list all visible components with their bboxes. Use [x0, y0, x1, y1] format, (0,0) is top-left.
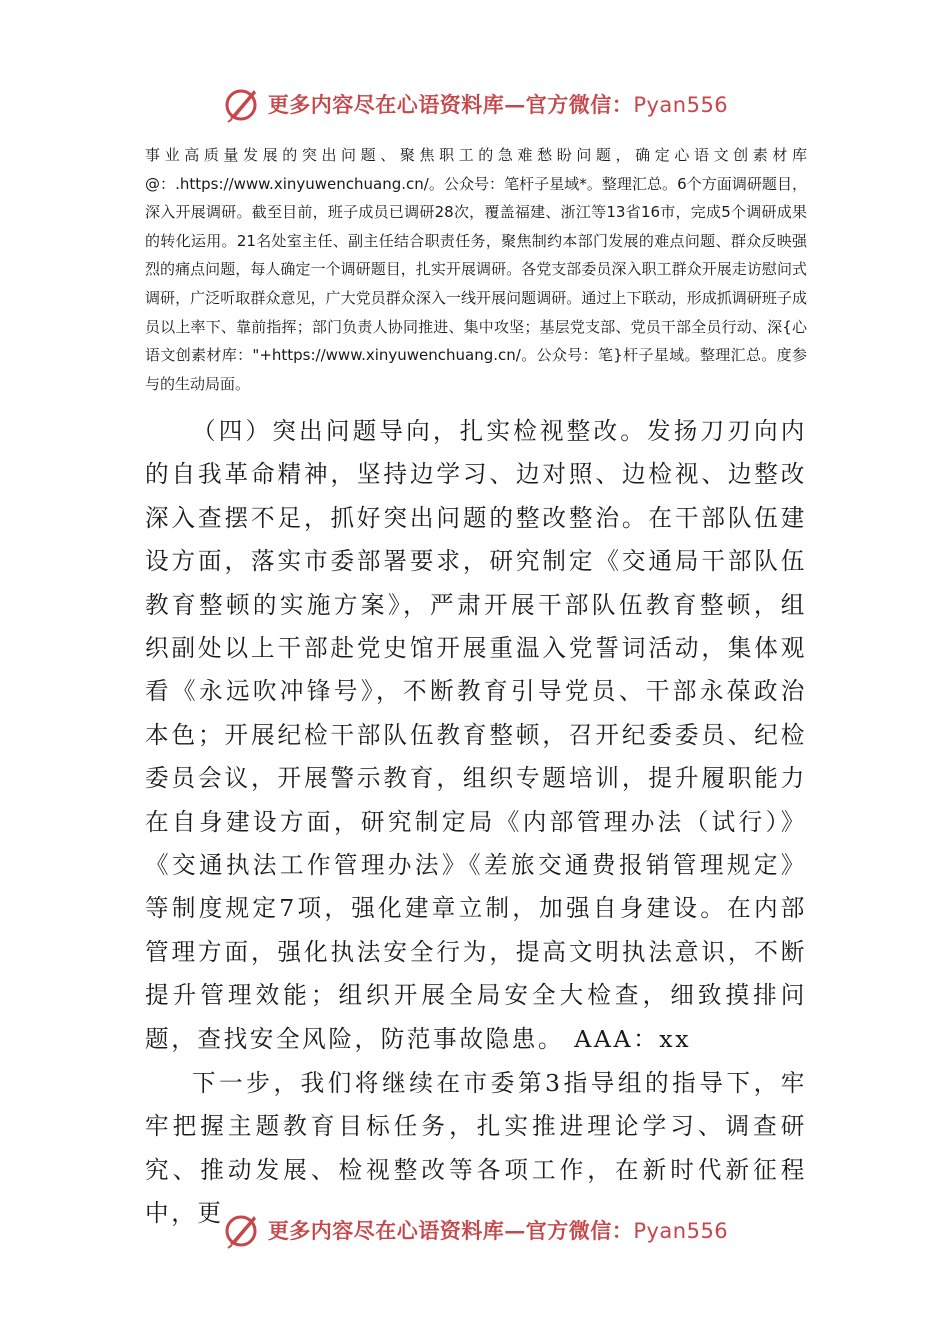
quill-logo-icon: [222, 84, 262, 124]
quill-logo-icon: [222, 1210, 262, 1250]
paragraph-research: 事业高质量发展的突出问题、聚焦职工的急难愁盼问题，确定心语文创素材库@：.https://www.xinyuwenchuang.cn/。公众号：笔杆子星域*。整理汇总。6个方面调研题目，深入开展调研。截至目前，班子成员已调研28次，覆盖福建、浙江等13省16市，完成5个调研成果的转化运用。21名处室主任、副主任结合职责任务，聚焦制约本部门发展的难点问题、群众反映强烈的痛点问题，每人确定一个调研题目，扎实开展调研。各党支部委员深入职工群众开展走访慰问式调研，广泛听取群众意见，广大党员群众深入一线开展问题调研。通过上下联动，形成抓调研班子成员以上率下、靠前指挥；部门负责人协同推进、集中攻坚；基层党支部、党员干部全员行动、深{心语文创素材库："+https://www.xinyuwenchuang.cn/。公众号：笔}杆子星域。整理汇总。度参与的生动局面。: [145, 146, 807, 393]
banner-text: 更多内容尽在心语资料库—官方微信：Pyan556: [267, 1218, 729, 1243]
paragraph-next-step: 下一步，我们将继续在市委第3指导组的指导下，牢牢把握主题教育目标任务，扎实推进理论学习、调查研究、推动发展、检视整改等各项工作，在新时代新征程中，更: [145, 1069, 807, 1228]
footer-banner: [0, 1208, 950, 1252]
wechat-id: Pyan556: [633, 1219, 729, 1243]
banner-text: 更多内容尽在心语资料库—官方微信：Pyan556: [267, 92, 729, 117]
header-banner: [0, 82, 950, 126]
paragraph-rectification: （四）突出问题导向，扎实检视整改。发扬刀刃向内的自我革命精神，坚持边学习、边对照、边检视、边整改深入查摆不足，抓好突出问题的整改整治。在干部队伍建设方面，落实市委部署要求，研究制定《交通局干部队伍教育整顿的实施方案》，严肃开展干部队伍教育整顿，组织副处以上干部赴党史馆开展重温入党誓词活动，集体观看《永远吹冲锋号》，不断教育引导党员、干部永葆政治本色；开展纪检干部队伍教育整顿，召开纪委委员、纪检委员会议，开展警示教育，组织专题培训，提升履职能力在自身建设方面，研究制定局《内部管理办法（试行）》《交通执法工作管理办法》《差旅交通费报销管理规定》等制度规定7项，强化建章立制，加强自身建设。在内部管理方面，强化执法安全行为，提高文明执法意识，不断提升管理效能；组织开展全局安全大检查，细致摸排问题，查找安全风险，防范事故隐患。 AAA：xx: [145, 417, 807, 1053]
wechat-id: Pyan556: [633, 93, 729, 117]
